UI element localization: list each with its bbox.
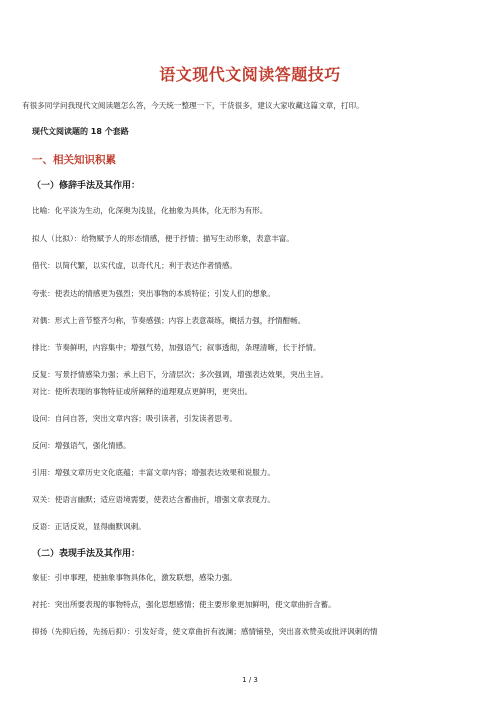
list-item: 排比：节奏鲜明，内容集中；增强气势，加强语气；叙事透彻，条理清晰，长于抒情。: [32, 343, 321, 352]
list-item: 反复：写景抒情感染力强；承上启下，分清层次；多次强调，增强表达效果，突出主旨。: [32, 370, 329, 379]
list-item: 抑扬（先抑后扬，先扬后抑）：引发好奇，使文章曲折有波澜；感情铺垫，突出喜欢赞美或批评讽刺的情: [32, 627, 378, 636]
list-item: 夸张：使表达的情感更为强烈；突出事物的本质特征；引发人们的想象。: [32, 289, 275, 298]
list-item: 对比：使所表现的事物特征或所阐释的道理观点更鲜明，更突出。: [32, 387, 253, 396]
section-heading: 一、相关知识积累: [32, 154, 116, 166]
list-item: 衬托：突出所要表现的事物特点，强化思想感情；使主要形象更加鲜明，使文章曲折含蓄。: [32, 600, 336, 609]
subheading: 现代文阅读题的 18 个套路: [32, 127, 129, 136]
group-heading-rhetoric: （一）修辞手法及其作用：: [32, 181, 141, 191]
list-item: 双关：使语言幽默；适应语境需要，使表达含蓄曲折，增强文章表现力。: [32, 495, 275, 504]
list-item: 引用：增强文章历史文化底蕴；丰富文章内容；增强表达效果和说服力。: [32, 468, 275, 477]
list-item: 反问：增强语气，强化情感。: [32, 441, 131, 450]
list-item: 借代：以简代繁，以实代虚，以奇代凡；利于表达作者情感。: [32, 261, 238, 270]
document-title: 语文现代文阅读答题技巧: [159, 65, 341, 84]
list-item: 比喻：化平淡为生动，化深奥为浅显，化抽象为具体，化无形为有形。: [32, 206, 268, 215]
list-item: 设问：自问自答，突出文章内容；吸引读者，引发读者思考。: [32, 414, 238, 423]
list-item: 象征：引申事理，使抽象事物具体化，激发联想，感染力强。: [32, 573, 238, 582]
list-item: 对偶：形式上音节整齐匀称，节奏感强；内容上表意凝练，概括力强，抒情酣畅。: [32, 316, 306, 325]
group-heading-techniques: （二）表现手法及其作用：: [32, 549, 141, 559]
list-item: 反语：正话反说，显得幽默讽刺。: [32, 522, 146, 531]
list-item: 拟人（比拟）：给物赋予人的形态情感，便于抒情；描写生动形象，表意丰富。: [32, 234, 294, 243]
page-number: 1 / 3: [242, 676, 258, 684]
intro-paragraph: 有很多同学问我现代文阅读题怎么答，今天统一整理一下，干货很多，建议大家收藏这篇文章，打印。: [22, 101, 364, 110]
